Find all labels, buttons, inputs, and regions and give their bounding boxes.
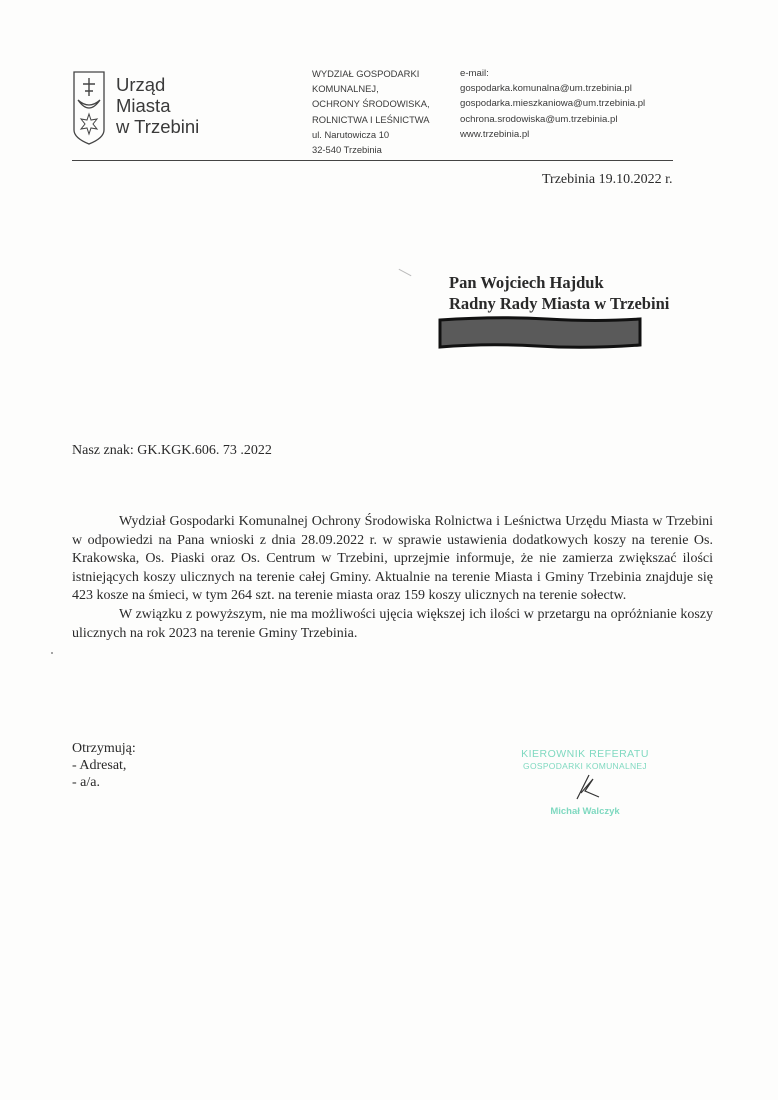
recipients-heading: Otrzymują: [72, 741, 136, 756]
recipient-name: Pan Wojciech Hajduk [449, 273, 604, 292]
body-paragraph: Wydział Gospodarki Komunalnej Ochrony Środowiska Rolnictwa i Leśnictwa Urzędu Miasta w Trzebini w odpowiedzi na Pana wnioski z dnia 28.09.2022 r. w sprawie ustawienia dodatkowych koszy na terenie Os. Krakowska, Os. Piaski oraz Os. Centrum w Trzebini, uprzejmie informuje, że nie zamierza zwiększać ilości istniejących koszy ulicznych na terenie całej Gminy. Aktualnie na terenie Miasta i Gminy Trzebinia znajduje się 423 kosze na śmieci, w tym 264 szt. na terenie miasta oraz 159 koszy ulicznych na terenie sołectw. [72, 514, 713, 604]
website-link[interactable]: www.trzebinia.pl [460, 128, 530, 140]
reference-number: Nasz znak: GK.KGK.606. 73 .2022 [72, 443, 272, 458]
email-link[interactable]: gospodarka.komunalna@um.trzebinia.pl [460, 83, 632, 95]
stamp-department: GOSPODARKI KOMUNALNEJ [523, 761, 647, 771]
scan-speck [51, 652, 53, 654]
coat-of-arms-icon [72, 70, 106, 146]
scan-mark [399, 269, 412, 276]
recipient-address [449, 272, 669, 314]
department-line: ul. Narutowicza 10 [312, 128, 390, 140]
email-link[interactable]: gospodarka.mieszkaniowa@um.trzebinia.pl [460, 98, 646, 110]
department-line: OCHRONY ŚRODOWISKA, [312, 98, 430, 110]
department-address [312, 66, 430, 157]
logo-line: Urząd [116, 74, 166, 95]
office-logo-text [116, 74, 199, 137]
department-line: ROLNICTWA I LEŚNICTWA [312, 113, 430, 125]
recipients-list [72, 740, 136, 791]
department-line: WYDZIAŁ GOSPODARKI [312, 68, 420, 79]
recipient-item: - a/a. [72, 775, 100, 790]
department-line: 32-540 Trzebinia [312, 144, 382, 156]
recipient-title: Radny Rady Miasta w Trzebini [449, 294, 670, 313]
letter-date: Trzebinia 19.10.2022 r. [542, 172, 673, 187]
email-label: e-mail: [460, 68, 489, 79]
contact-info [460, 66, 645, 142]
recipient-item: - Adresat, [72, 758, 127, 773]
letter-body [72, 513, 713, 643]
body-paragraph: W związku z powyższym, nie ma możliwości ujęcia większej ich ilości w przetargu na opróżnianie koszy ulicznych na rok 2023 na terenie Gminy Trzebinia. [72, 606, 713, 641]
stamp-title: KIEROWNIK REFERATU [521, 748, 649, 760]
department-line: KOMUNALNEJ, [312, 83, 379, 95]
logo-line: w Trzebini [116, 116, 200, 137]
signature-stamp [500, 748, 670, 817]
stamp-name: Michał Walczyk [550, 806, 620, 817]
redaction-block [437, 316, 643, 349]
signature-icon [555, 771, 615, 801]
logo-line: Miasta [116, 95, 171, 116]
email-link[interactable]: ochrona.srodowiska@um.trzebinia.pl [460, 113, 618, 125]
header-divider [72, 160, 673, 161]
